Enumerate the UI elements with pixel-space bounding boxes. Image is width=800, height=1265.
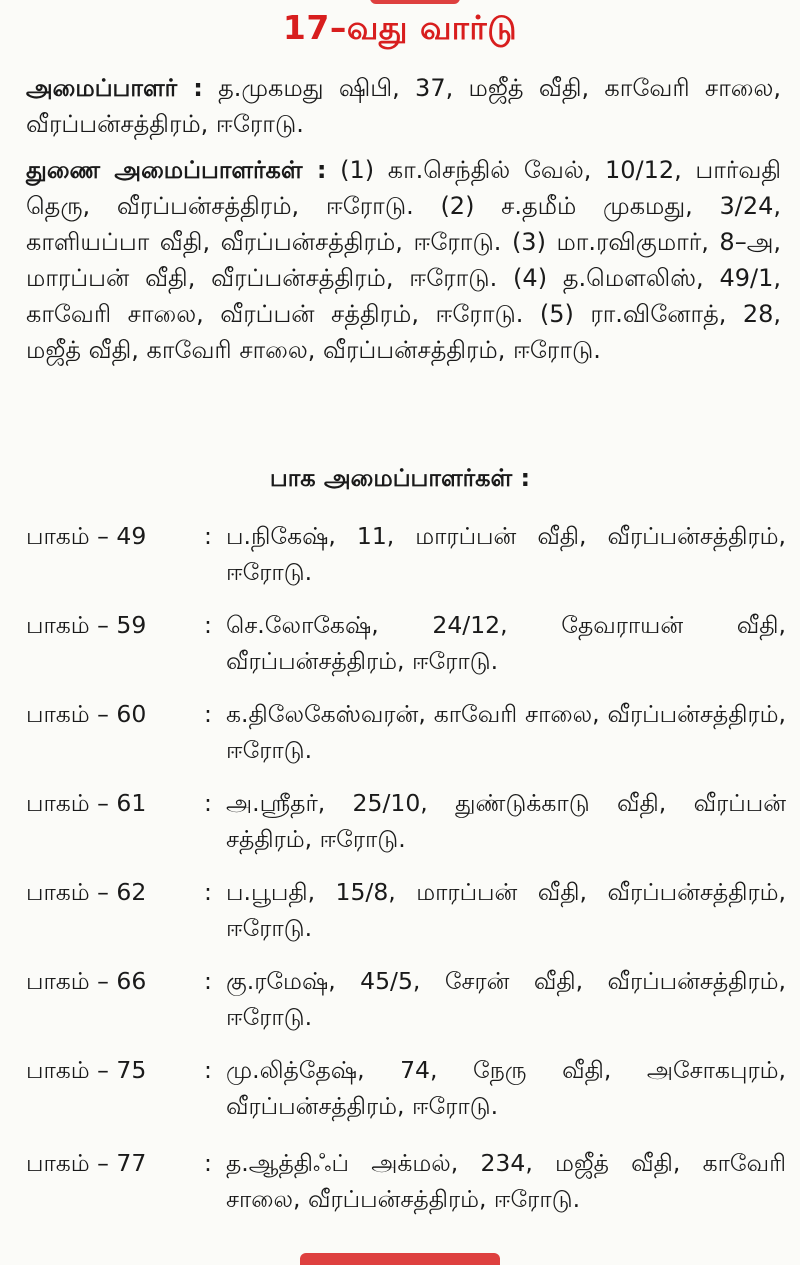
organizer-label: அமைப்பாளர் : (26, 74, 203, 102)
booth-row (26, 1145, 786, 1234)
booth-number: பாகம் – 61 (26, 789, 147, 817)
booth-row (26, 785, 786, 874)
booth-number: பாகம் – 75 (26, 1056, 147, 1084)
booth-colon: : (204, 1149, 212, 1177)
booth-organizer-list (26, 518, 786, 1234)
booth-number: பாகம் – 62 (26, 878, 147, 906)
booth-colon: : (204, 967, 212, 995)
booth-number: பாகம் – 66 (26, 967, 147, 995)
booth-number: பாகம் – 77 (26, 1149, 147, 1177)
deputy-organizers-text: (1) கா.செந்தில் வேல், 10/12, பார்வதி தெரு, வீரப்பன்சத்திரம், ஈரோடு. (2) ச.தமீம் முகமது, 3/24, காளியப்பா வீதி, வீரப்பன்சத்திரம், ஈரோடு. (3) மா.ரவிகுமார், 8–அ, மாரப்பன் வீதி, வீரப்பன்சத்திரம், ஈரோடு. (4) த.மௌலிஸ், 49/1, காவேரி சாலை, வீரப்பன் சத்திரம், ஈரோடு. (5) ரா.வினோத், 28, மஜீத் வீதி, காவேரி சாலை, வீரப்பன்சத்திரம், ஈரோடு. (26, 156, 782, 364)
booth-organizer-details: த.ஆத்திஃப் அக்மல், 234, மஜீத் வீதி, காவேரி சாலை, வீரப்பன்சத்திரம், ஈரோடு. (226, 1149, 786, 1213)
cropped-heading-fragment-bottom (300, 1253, 500, 1265)
booth-organizer-details: அ.ஸ்ரீதர், 25/10, துண்டுக்காடு வீதி, வீரப்பன் சத்திரம், ஈரோடு. (226, 789, 786, 853)
deputy-organizers-label: துணை அமைப்பாளர்கள் : (26, 156, 327, 184)
booth-colon: : (204, 1056, 212, 1084)
booth-row (26, 607, 786, 696)
booth-number: பாகம் – 49 (26, 522, 147, 550)
booth-row (26, 963, 786, 1052)
ward-title: 17–வது வார்டு (282, 8, 518, 47)
booth-organizer-details: ப.நிகேஷ், 11, மாரப்பன் வீதி, வீரப்பன்சத்திரம், ஈரோடு. (226, 522, 786, 586)
booth-organizer-details: ப.பூபதி, 15/8, மாரப்பன் வீதி, வீரப்பன்சத்திரம், ஈரோடு. (226, 878, 786, 942)
booth-colon: : (204, 522, 212, 550)
booth-organizer-details: கு.ரமேஷ், 45/5, சேரன் வீதி, வீரப்பன்சத்திரம், ஈரோடு. (226, 967, 786, 1031)
booth-row (26, 518, 786, 607)
deputy-organizers-paragraph (26, 152, 781, 368)
booth-row (26, 696, 786, 785)
booth-organizers-heading: பாக அமைப்பாளர்கள் : (269, 464, 531, 492)
booth-number: பாகம் – 60 (26, 700, 147, 728)
booth-number: பாகம் – 59 (26, 611, 147, 639)
booth-organizer-details: செ.லோகேஷ், 24/12, தேவராயன் வீதி, வீரப்பன்சத்திரம், ஈரோடு. (226, 611, 786, 675)
booth-colon: : (204, 700, 212, 728)
booth-row (26, 874, 786, 963)
booth-colon: : (204, 789, 212, 817)
organizer-paragraph (26, 70, 781, 142)
organizer-text: த.முகமது ஷிபி, 37, மஜீத் வீதி, காவேரி சாலை, வீரப்பன்சத்திரம், ஈரோடு. (26, 74, 781, 138)
booth-colon: : (204, 878, 212, 906)
booth-organizer-details: மு.லித்தேஷ், 74, நேரு வீதி, அசோகபுரம், வீரப்பன்சத்திரம், ஈரோடு. (226, 1056, 786, 1120)
booth-organizer-details: க.திலேகேஸ்வரன், காவேரி சாலை, வீரப்பன்சத்திரம், ஈரோடு. (226, 700, 786, 764)
booth-colon: : (204, 611, 212, 639)
booth-row (26, 1052, 786, 1141)
